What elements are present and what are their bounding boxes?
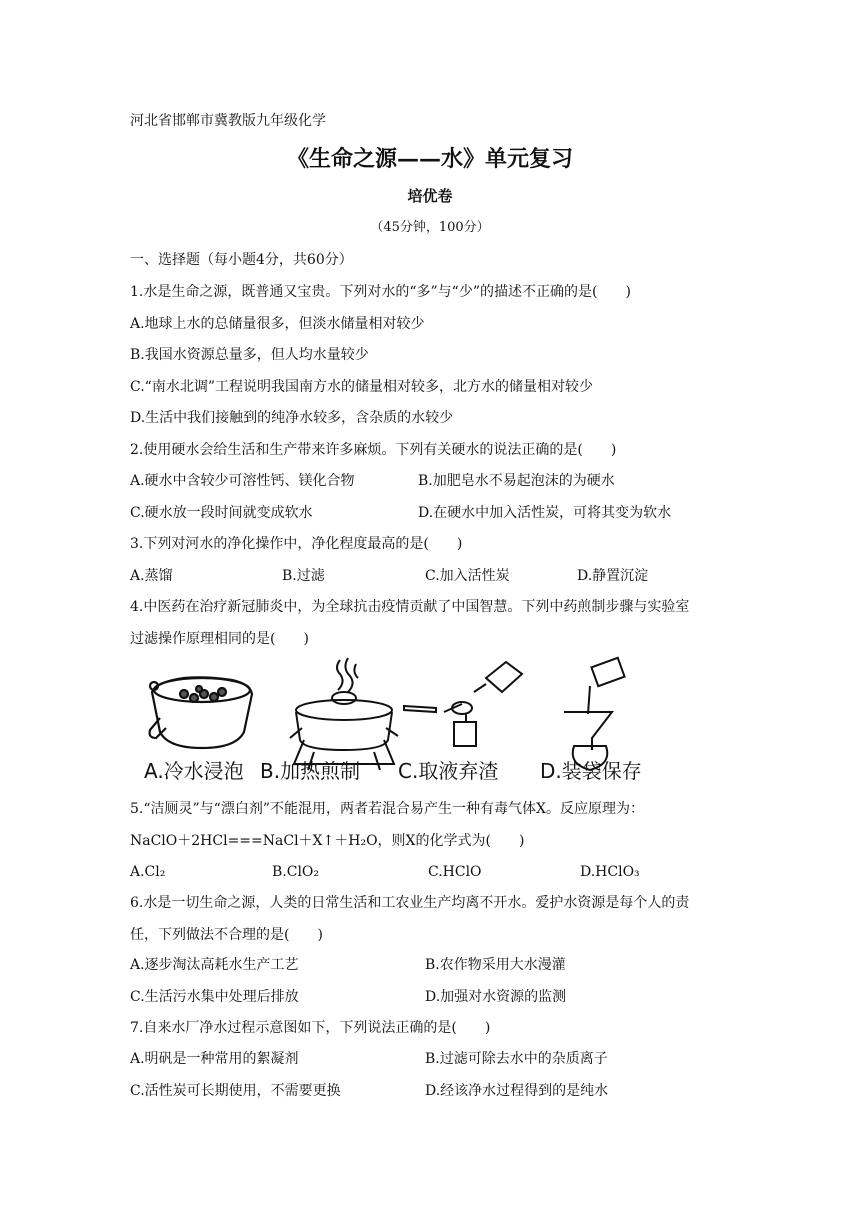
exam-info: （45分钟，100分） xyxy=(370,220,490,235)
q2-option-b: B.加肥皂水不易起泡沫的为硬水 xyxy=(418,473,615,489)
q2-option-c: C.硬水放一段时间就变成软水 xyxy=(130,505,313,521)
source-line: 河北省邯郸市冀教版九年级化学 xyxy=(130,113,326,129)
q3-option-d: D.静置沉淀 xyxy=(577,568,649,584)
q6-stem-line1: 6.水是一切生命之源，人类的日常生活和工农业生产均离不开水。爱护水资源是每个人的责 xyxy=(130,895,690,911)
q6-option-b: B.农作物采用大水漫灌 xyxy=(425,957,566,973)
q7-option-a: A.明矾是一种常用的絮凝剂 xyxy=(130,1051,299,1067)
q2-option-d: D.在硬水中加入活性炭，可将其变为软水 xyxy=(418,505,672,521)
q4-stem-line2: 过滤操作原理相同的是( ) xyxy=(130,631,309,647)
q1-option-a: A.地球上水的总储量很多，但淡水储量相对较少 xyxy=(130,316,425,332)
heating-pot-illustration xyxy=(290,658,398,770)
q6-option-c: C.生活污水集中处理后排放 xyxy=(130,989,299,1005)
q1-option-d: D.生活中我们接触到的纯净水较多，含杂质的水较少 xyxy=(130,410,454,426)
q5-option-d: D.HClO₃ xyxy=(580,864,640,880)
q3-option-c: C.加入活性炭 xyxy=(425,568,510,584)
q4-stem-line1: 4.中医药在治疗新冠肺炎中，为全球抗击疫情贡献了中国智慧。下列中药煎制步骤与实验室 xyxy=(130,599,690,615)
funnel-bag-illustration xyxy=(564,658,625,770)
q5-option-a: A.Cl₂ xyxy=(130,864,166,880)
tcm-steps-figure xyxy=(144,656,664,790)
q1-stem: 1.水是生命之源，既普通又宝贵。下列对水的“多”与“少”的描述不正确的是( ) xyxy=(130,284,631,300)
q5-option-c: C.HClO xyxy=(428,864,482,880)
q5-equation: NaClO＋2HCl===NaCl＋X↑＋H₂O，则X的化学式为( ) xyxy=(130,833,525,849)
q5-option-b: B.ClO₂ xyxy=(272,864,320,880)
q6-option-d: D.加强对水资源的监测 xyxy=(425,989,567,1005)
soaking-pot-illustration xyxy=(150,677,252,748)
q2-stem: 2.使用硬水会给生活和生产带来许多麻烦。下列有关硬水的说法正确的是( ) xyxy=(130,442,617,458)
q3-stem: 3.下列对河水的净化操作中，净化程度最高的是( ) xyxy=(130,536,463,552)
q1-option-b: B.我国水资源总量多，但人均水量较少 xyxy=(130,347,369,363)
section-heading: 一、选择题（每小题4分，共60分） xyxy=(130,252,353,268)
q4-caption-c: C.取液弃渣 xyxy=(398,759,499,783)
q1-option-c: C.“南水北调”工程说明我国南方水的储量相对较多，北方水的储量相对较少 xyxy=(130,379,593,395)
q7-option-b: B.过滤可除去水中的杂质离子 xyxy=(425,1051,608,1067)
q2-option-a: A.硬水中含较少可溶性钙、镁化合物 xyxy=(130,473,355,489)
q3-option-a: A.蒸馏 xyxy=(130,568,173,584)
q6-option-a: A.逐步淘汰高耗水生产工艺 xyxy=(130,957,299,973)
q5-stem: 5.“洁厕灵”与“漂白剂”不能混用，两者若混合易产生一种有毒气体X。反应原理为： xyxy=(130,801,644,817)
q7-option-c: C.活性炭可长期使用，不需要更换 xyxy=(130,1083,341,1099)
strainer-illustration xyxy=(404,662,522,746)
page-subtitle: 培优卷 xyxy=(407,187,453,205)
q3-option-b: B.过滤 xyxy=(282,568,325,584)
q4-caption-a: A.冷水浸泡 xyxy=(144,759,244,783)
q4-caption-b: B.加热煎制 xyxy=(260,759,361,783)
q6-stem-line2: 任，下列做法不合理的是( ) xyxy=(130,927,323,943)
q4-caption-d: D.装袋保存 xyxy=(540,759,642,783)
page-title: 《生命之源——水》单元复习 xyxy=(286,146,573,172)
q7-stem: 7.自来水厂净水过程示意图如下，下列说法正确的是( ) xyxy=(130,1020,491,1036)
q7-option-d: D.经该净水过程得到的是纯水 xyxy=(425,1083,609,1099)
